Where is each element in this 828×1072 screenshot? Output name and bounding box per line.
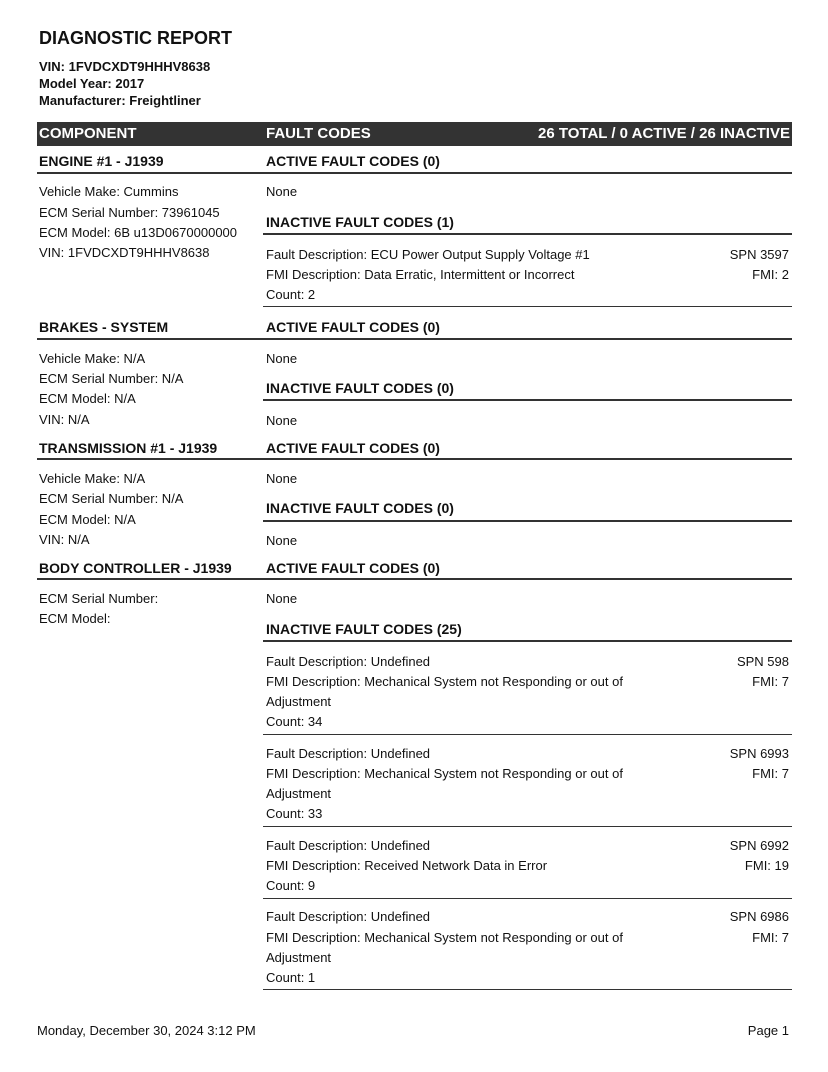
detail-ecm-serial: ECM Serial Number: N/A [39, 491, 184, 506]
active-fault-codes-title: ACTIVE FAULT CODES (0) [266, 440, 440, 456]
fault-count: Count: 1 [266, 970, 316, 985]
fault-fmi: FMI: 7 [752, 674, 789, 689]
inactive-fault-codes-title: INACTIVE FAULT CODES (0) [266, 380, 454, 396]
table-header [37, 122, 792, 146]
active-none: None [266, 471, 298, 486]
fmi-description: FMI Description: Data Erratic, Intermittent or Incorrect [266, 267, 575, 282]
fault-description: Fault Description: Undefined [266, 909, 431, 924]
active-fault-codes-title: ACTIVE FAULT CODES (0) [266, 560, 440, 576]
detail-ecm-serial: ECM Serial Number: 73961045 [39, 205, 220, 220]
footer-page-number: Page 1 [747, 1023, 789, 1038]
fmi-description-cont: Adjustment [266, 786, 332, 801]
inactive-fault-codes-title: INACTIVE FAULT CODES (25) [266, 621, 462, 637]
fault-count: Count: 34 [266, 714, 323, 729]
fault-fmi: FMI: 2 [752, 267, 789, 282]
fault-fmi: FMI: 7 [752, 766, 789, 781]
footer-datetime: Monday, December 30, 2024 3:12 PM [37, 1023, 256, 1038]
divider [263, 520, 792, 522]
report-title: DIAGNOSTIC REPORT [39, 28, 233, 48]
detail-ecm-serial: ECM Serial Number: N/A [39, 371, 184, 386]
fault-description: Fault Description: Undefined [266, 838, 431, 853]
fault-count: Count: 33 [266, 806, 323, 821]
inactive-none: None [266, 533, 298, 548]
fmi-description: FMI Description: Mechanical System not Responding or out of [266, 674, 623, 689]
divider [263, 989, 792, 990]
column-header-fault-codes: FAULT CODES [266, 125, 371, 142]
fmi-description: FMI Description: Received Network Data in Error [266, 858, 548, 873]
fmi-description-cont: Adjustment [266, 694, 332, 709]
inactive-none: None [266, 413, 298, 428]
divider [37, 172, 792, 174]
report-model-year: Model Year: 2017 [39, 76, 145, 91]
divider [263, 233, 792, 235]
divider [263, 734, 792, 735]
fault-count: Count: 2 [266, 287, 316, 302]
fmi-description: FMI Description: Mechanical System not Responding or out of [266, 766, 623, 781]
active-none: None [266, 184, 298, 199]
active-none: None [266, 351, 298, 366]
divider [37, 578, 792, 580]
fmi-description: FMI Description: Mechanical System not Responding or out of [266, 930, 623, 945]
fault-spn: SPN 6993 [729, 746, 789, 761]
divider [263, 640, 792, 642]
fault-spn: SPN 3597 [729, 247, 789, 262]
divider [263, 898, 792, 899]
active-fault-codes-title: ACTIVE FAULT CODES (0) [266, 319, 440, 335]
detail-ecm-model: ECM Model: N/A [39, 512, 136, 527]
active-none: None [266, 591, 298, 606]
divider [37, 458, 792, 460]
detail-vin: VIN: N/A [39, 532, 90, 547]
fault-description: Fault Description: ECU Power Output Supply Voltage #1 [266, 247, 590, 262]
fault-spn: SPN 6986 [729, 909, 789, 924]
component-name: ENGINE #1 - J1939 [39, 153, 164, 169]
report-manufacturer: Manufacturer: Freightliner [39, 93, 201, 108]
detail-ecm-model: ECM Model: 6B u13D0670000000 [39, 225, 238, 240]
divider [263, 399, 792, 401]
fault-spn: SPN 598 [736, 654, 789, 669]
detail-ecm-model: ECM Model: [39, 611, 111, 626]
fault-fmi: FMI: 7 [752, 930, 789, 945]
fault-description: Fault Description: Undefined [266, 654, 431, 669]
detail-vehicle-make: Vehicle Make: N/A [39, 471, 146, 486]
divider [37, 338, 792, 340]
fault-description: Fault Description: Undefined [266, 746, 431, 761]
active-fault-codes-title: ACTIVE FAULT CODES (0) [266, 153, 440, 169]
detail-vehicle-make: Vehicle Make: N/A [39, 351, 146, 366]
detail-ecm-model: ECM Model: N/A [39, 391, 136, 406]
column-header-component: COMPONENT [39, 125, 137, 142]
component-name: BODY CONTROLLER - J1939 [39, 560, 232, 576]
detail-ecm-serial: ECM Serial Number: [39, 591, 159, 606]
detail-vin: VIN: N/A [39, 412, 90, 427]
component-name: BRAKES - SYSTEM [39, 319, 169, 335]
divider [263, 826, 792, 827]
fault-count: Count: 9 [266, 878, 316, 893]
fault-fmi: FMI: 19 [744, 858, 789, 873]
detail-vehicle-make: Vehicle Make: Cummins [39, 184, 179, 199]
inactive-fault-codes-title: INACTIVE FAULT CODES (1) [266, 214, 454, 230]
fault-spn: SPN 6992 [729, 838, 789, 853]
fault-totals: 26 TOTAL / 0 ACTIVE / 26 INACTIVE [537, 125, 790, 142]
fmi-description-cont: Adjustment [266, 950, 332, 965]
inactive-fault-codes-title: INACTIVE FAULT CODES (0) [266, 500, 454, 516]
divider [263, 306, 792, 307]
component-name: TRANSMISSION #1 - J1939 [39, 440, 218, 456]
report-vin: VIN: 1FVDCXDT9HHHV8638 [39, 59, 211, 74]
detail-vin: VIN: 1FVDCXDT9HHHV8638 [39, 245, 210, 260]
